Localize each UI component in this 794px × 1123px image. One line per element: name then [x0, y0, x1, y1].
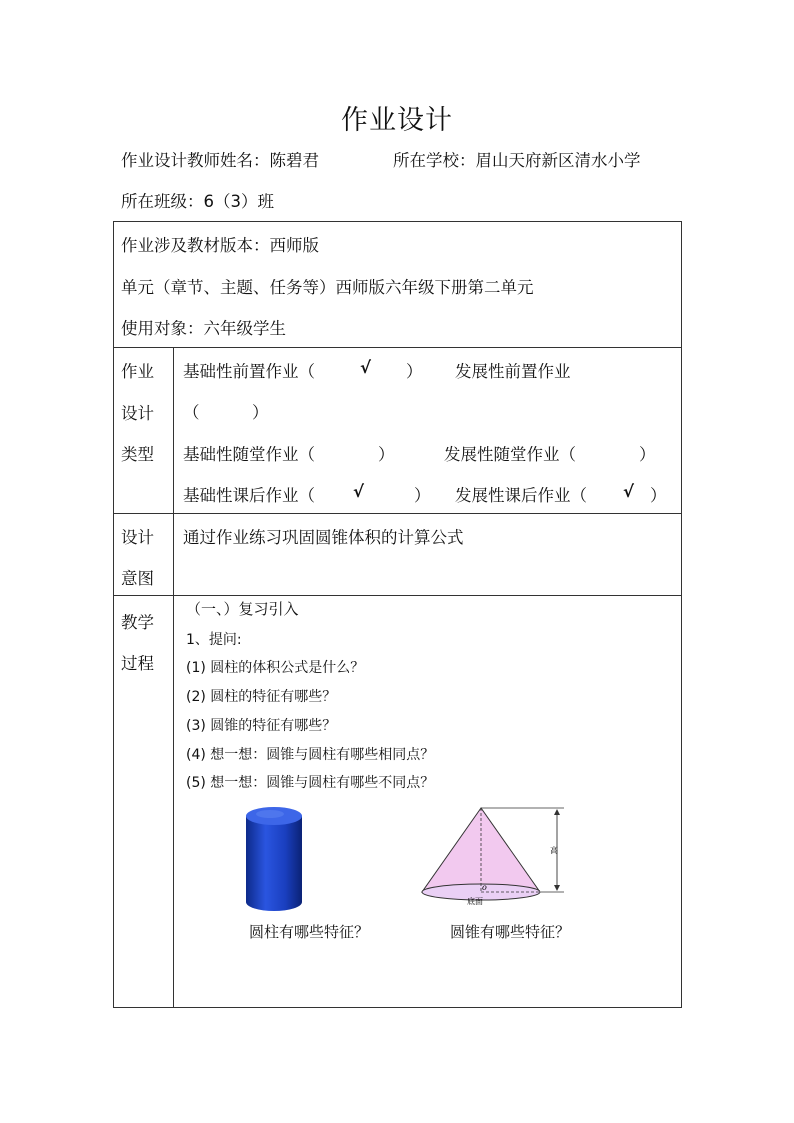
cylinder-caption: 圆柱有哪些特征？ [249, 923, 370, 941]
cylinder-image [244, 804, 304, 914]
homework-table [113, 221, 682, 1008]
dev-pre-paren: （ ） [183, 403, 269, 422]
basic-pre-check: √ [360, 358, 372, 377]
intent-text-cell [174, 514, 682, 596]
process-line-6: (5) 想一想：圆锥与圆柱有哪些不同点？ [186, 775, 435, 791]
basic-pre-label: 基础性前置作业（ [183, 362, 315, 381]
basic-after-label: 基础性课后作业（ [183, 486, 315, 505]
process-label-cell [114, 596, 174, 1008]
type-label-cell [114, 348, 174, 514]
basic-after-close: ） [414, 486, 431, 505]
dev-after-close: ） [650, 486, 667, 505]
dev-pre-label: 发展性前置作业 [455, 362, 571, 381]
intent-label-2: 意图 [121, 569, 154, 588]
dev-class-label: 发展性随堂作业（ ） [444, 445, 656, 464]
process-label-1: 教学 [121, 613, 154, 632]
process-line-3: (2) 圆柱的特征有哪些？ [186, 689, 337, 705]
dev-after-label: 发展性课后作业（ [455, 486, 587, 505]
intent-label-cell [114, 514, 174, 596]
class-name: 所在班级：6（3）班 [121, 192, 274, 211]
info-cell [114, 222, 682, 348]
intent-text: 通过作业练习巩固圆锥体积的计算公式 [183, 528, 464, 547]
audience-info: 使用对象：六年级学生 [121, 319, 286, 338]
process-line-1: 1、提问: [186, 632, 242, 648]
cone-diagram [419, 806, 569, 906]
section-heading: （一、）复习引入 [186, 600, 299, 618]
process-content-cell [174, 596, 682, 1008]
type-label-3: 类型 [121, 445, 154, 464]
cone-center-label: o [482, 883, 487, 892]
cone-base-label: 底面 [467, 897, 483, 906]
basic-class-label: 基础性随堂作业（ ） [183, 445, 395, 464]
cone-caption: 圆锥有哪些特征？ [450, 923, 571, 941]
type-label-1: 作业 [121, 362, 154, 381]
type-label-2: 设计 [121, 404, 154, 423]
school-name: 所在学校：眉山天府新区清水小学 [393, 151, 641, 170]
teacher-name: 作业设计教师姓名：陈碧君 [121, 151, 319, 170]
page-title: 作业设计 [341, 105, 453, 136]
type-options-cell [174, 348, 682, 514]
cone-height-label: 高 [550, 846, 558, 855]
process-line-2: (1) 圆柱的体积公式是什么？ [186, 660, 365, 676]
basic-pre-close: ） [406, 362, 423, 381]
process-label-2: 过程 [121, 654, 154, 673]
unit-info: 单元（章节、主题、任务等）西师版六年级下册第二单元 [121, 278, 534, 297]
intent-label-1: 设计 [121, 528, 154, 547]
textbook-version: 作业涉及教材版本：西师版 [121, 236, 319, 255]
dev-after-check: √ [623, 482, 635, 501]
process-line-5: (4) 想一想：圆锥与圆柱有哪些相同点？ [186, 747, 435, 763]
process-line-4: (3) 圆锥的特征有哪些？ [186, 718, 337, 734]
basic-after-check: √ [353, 482, 365, 501]
